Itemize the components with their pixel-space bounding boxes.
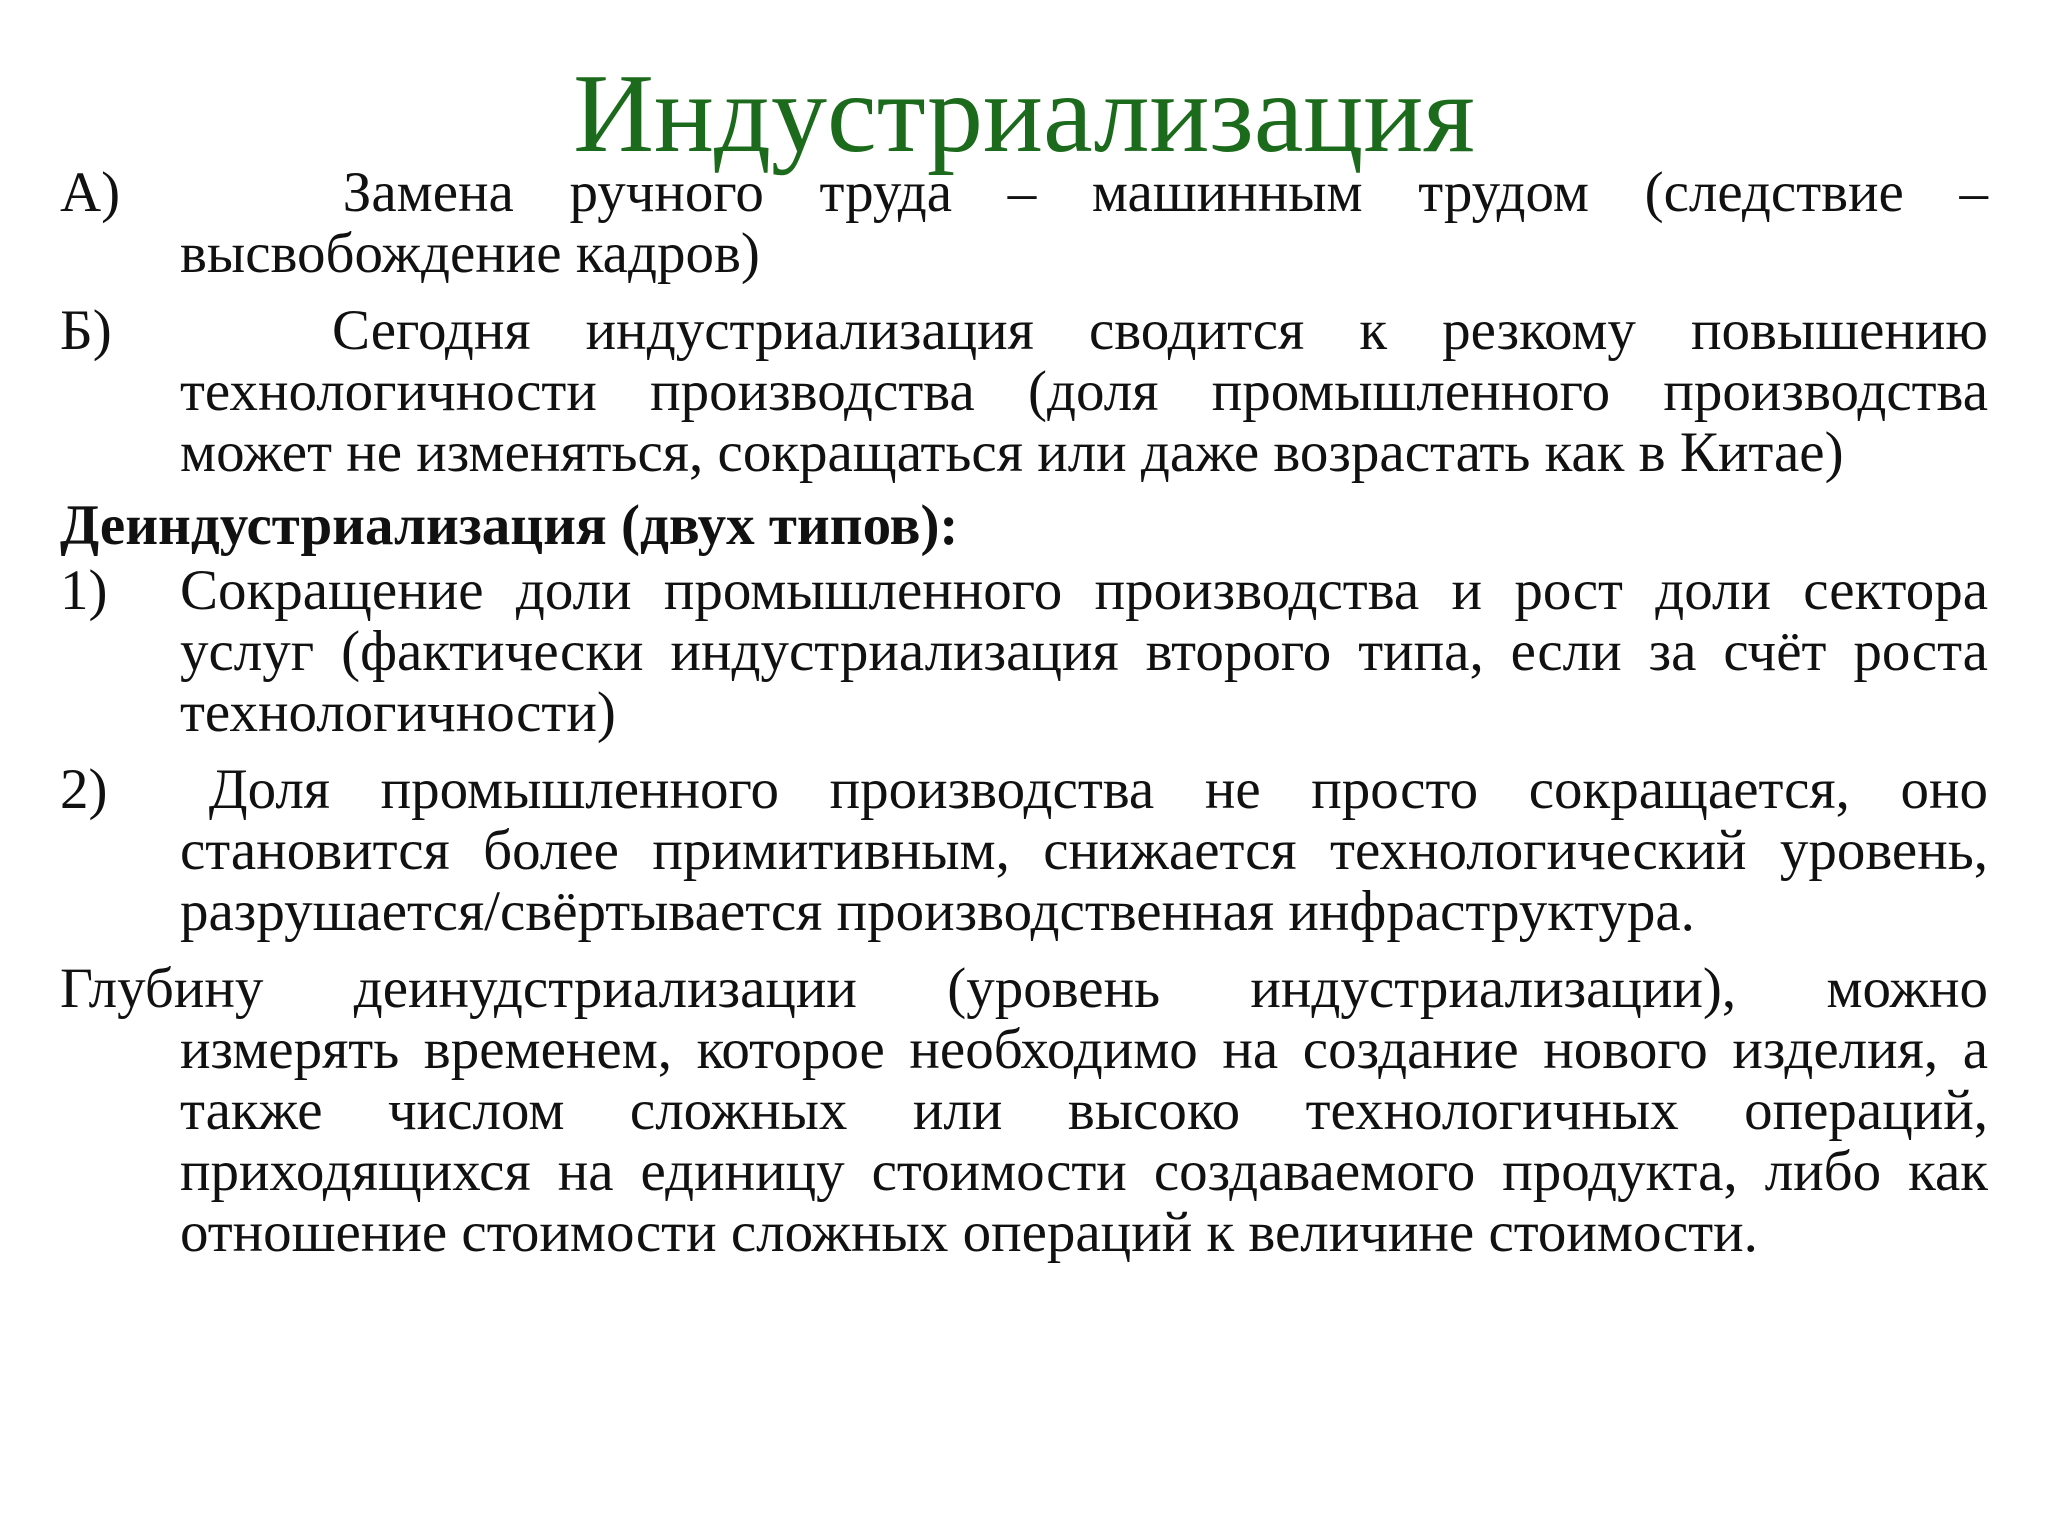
depth-paragraph <box>60 958 1988 1263</box>
list-item-a-marker: А) <box>60 161 121 224</box>
list-item-2-marker: 2) <box>60 758 108 821</box>
list-item-1 <box>60 560 1988 743</box>
list-item-b-rest: технологичности производства (доля промышленного производства может не изменяться, сокращаться или даже возрастать как в Китае) <box>180 360 1988 484</box>
depth-paragraph-first-line: Глубину деинудстриализации (уровень индустриализации), можно <box>60 957 1988 1020</box>
deindustrialization-heading: Деиндустриализация (двух типов): <box>60 494 959 557</box>
list-item-a-first-line: Замена ручного труда – машинным трудом (следствие – <box>342 161 1988 224</box>
list-item-2-first-line: Доля промышленного производства не просто сокращается, оно <box>208 758 1988 821</box>
list-item-a <box>60 162 1988 284</box>
list-item-2 <box>60 759 1988 942</box>
list-item-b <box>60 300 1988 483</box>
list-item-b-first-line: Сегодня индустриализация сводится к резкому повышению <box>332 299 1988 362</box>
list-item-2-rest: становится более примитивным, снижается технологический уровень, разрушается/свёртывается производственная инфраструктура. <box>180 819 1988 943</box>
list-item-b-marker: Б) <box>60 299 112 362</box>
list-item-1-marker: 1) <box>60 559 108 622</box>
slide-title: Индустриализация <box>573 52 1475 176</box>
list-item-1-text: Сокращение доли промышленного производства и рост доли сектора услуг (фактически индустриализация второго типа, если за счёт роста технологичности) <box>180 559 1988 744</box>
slide-content <box>60 162 1988 1263</box>
list-item-a-rest: высвобождение кадров) <box>180 222 760 285</box>
depth-paragraph-rest: измерять временем, которое необходимо на создание нового изделия, а также числом сложных или высоко технологичных операций, приходящихся на единицу стоимости создаваемого продукта, либо как отношение стоимости сложных операций к величине стоимости. <box>180 1018 1988 1264</box>
